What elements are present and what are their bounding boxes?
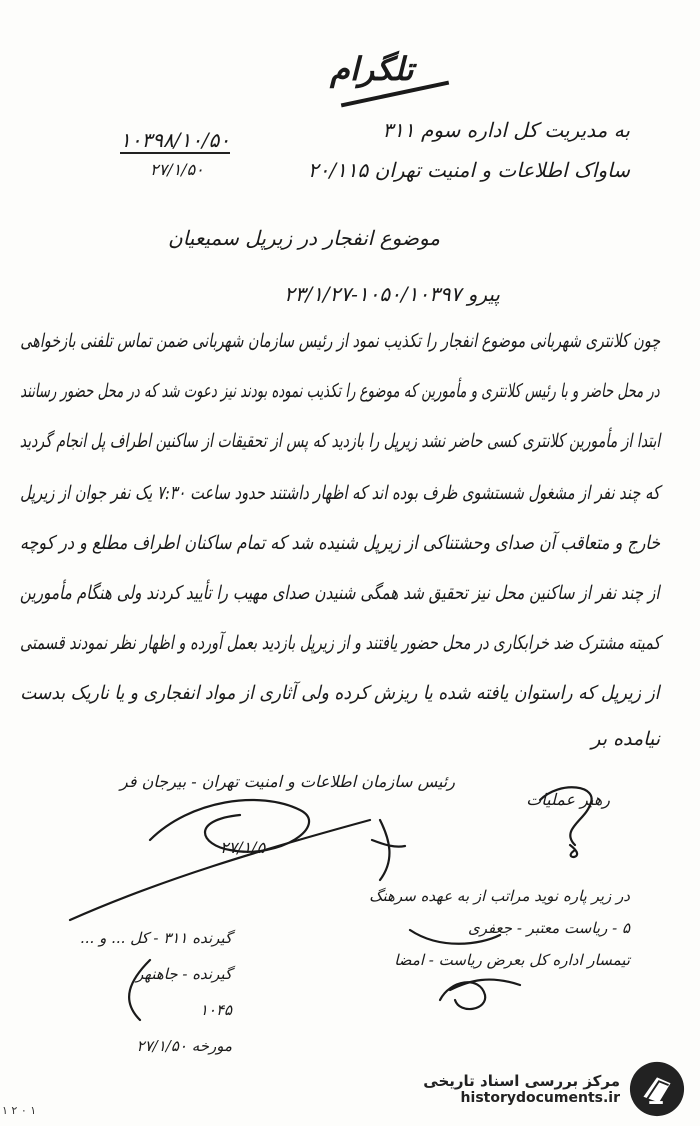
signature-date-left: ۲۷/۱/۵۰ bbox=[220, 838, 274, 857]
body-line: در محل حاضر و با رئیس کلانتری و مأمورین که موضوع را تکذیب نموده بودند نیز دعوت شد که در محل حضور رسانند bbox=[20, 380, 660, 402]
note-left-line: ۱۰۴۵ bbox=[199, 1001, 233, 1019]
signature-title-right: رهبر عملیات bbox=[526, 790, 610, 809]
watermark bbox=[423, 1060, 686, 1118]
watermark-title: مرکز بررسی اسناد تاریخی bbox=[423, 1072, 620, 1090]
note-left-block bbox=[80, 920, 232, 1064]
signature-caption-left: رئیس سازمان اطلاعات و امنیت تهران - بیرجان فر bbox=[120, 772, 455, 791]
body-line: کمیته مشترک ضد خرابکاری در محل حضور یافتند و از زیرپل بازدید بعمل آورده و اظهار نظر نمودند قسمتی bbox=[19, 632, 660, 654]
note-right-block bbox=[369, 880, 630, 976]
signature-bottom-loop bbox=[440, 982, 485, 1009]
reference-line: پیرو ۱۰۵۰/۱۰۳۹۷-۲۳/۱/۲۷ bbox=[283, 282, 500, 306]
body-line: از چند نفر از ساکنین محل نیز تحقیق شد همگی شنیدن صدای مهیب را تأیید کردند ولی هنگام مأمورین bbox=[20, 582, 660, 604]
note-left-line: گیرنده - جاهنهر bbox=[136, 965, 233, 983]
body-line: چون کلانتری شهربانی موضوع انفجار را تکذیب نمود از رئیس سازمان شهربانی ضمن تماس تلفنی بازخواهی bbox=[20, 330, 660, 352]
document-heading: تلگرام bbox=[330, 50, 414, 88]
signature-right bbox=[540, 787, 592, 857]
reference-number: ۱۰۳۹۸/۱۰/۵۰ bbox=[120, 128, 231, 152]
body-line: که چند نفر از مشغول شستشوی ظرف بوده اند که اظهار داشتند حدود ساعت ۷:۳۰ یک نفر جوان از زیرپل bbox=[20, 482, 660, 504]
signature-middle bbox=[372, 820, 405, 880]
note-right-line: ۵ - ریاست معتبر - جعفری bbox=[467, 919, 630, 937]
note-right-line: در زیر پاره نوید مراتب از به عهده سرهنگ bbox=[369, 887, 630, 905]
watermark-url: historydocuments.ir bbox=[460, 1090, 620, 1106]
note-left-line: مورخه ۲۷/۱/۵۰ bbox=[136, 1037, 233, 1055]
note-left-line: گیرنده ۳۱۱ - کل ... و ... bbox=[80, 929, 233, 947]
body-line: نیامده بر bbox=[591, 728, 660, 750]
signature-left-tail bbox=[70, 820, 370, 920]
watermark-text bbox=[423, 1072, 620, 1106]
note-right-line: تیمسار اداره کل بعرض ریاست - امضا bbox=[394, 951, 630, 969]
body-line: خارج و متعاقب آن صدای وحشتناکی از زیرپل شنیده شد که تمام ساکنان اطراف مطلع و در کوچه bbox=[19, 532, 660, 554]
edge-marks: ۱ ۰ ۲ ۱ bbox=[2, 1104, 37, 1117]
address-line-2: ساواک اطلاعات و امنیت تهران ۲۰/۱۱۵ bbox=[307, 158, 630, 182]
body-line: از زیرپل که راستوان یافته شده یا ریزش کرده ولی آثاری از مواد انفجاری و یا ناریک بدست bbox=[20, 682, 660, 704]
book-archive-icon bbox=[628, 1060, 686, 1118]
reference-date: ۲۷/۱/۵۰ bbox=[150, 160, 204, 179]
address-line-1: به مدیریت کل اداره سوم ۳۱۱ bbox=[382, 118, 630, 142]
subject-line: موضوع انفجار در زیرپل سمیعیان bbox=[168, 226, 440, 250]
body-line: ابتدا از مأمورین کلانتری کسی حاضر نشد زیرپل را بازدید که پس از تحقیقات از ساکنین اطراف پل انجام گردید bbox=[19, 430, 660, 452]
